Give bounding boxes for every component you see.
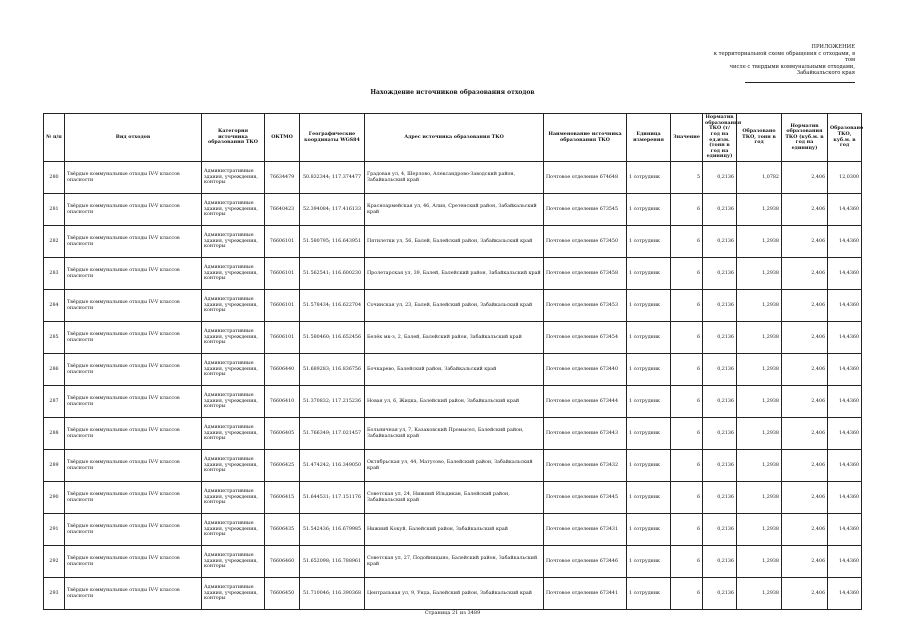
table-cell: Красноармейская ул, 46, Алия, Сретенский район, Забайкальский край	[365, 194, 544, 226]
table-cell: 2,406	[782, 578, 828, 610]
table-cell: Пролетарская ул, 39, Балей, Балейский район, Забайкальский край	[365, 258, 544, 290]
table-cell: Почтовое отделение 673432	[544, 450, 627, 482]
table-cell: 2,406	[782, 226, 828, 258]
table-row	[44, 290, 862, 322]
table-cell: 292	[44, 546, 65, 578]
table-cell: Административные здания, учреждения, конторы	[202, 482, 265, 514]
table-cell: Нижний Кокуй, Балейский район, Забайкальский край	[365, 514, 544, 546]
table-cell: Твёрдые коммунальные отходы IV-V классов опасности	[65, 482, 202, 514]
table-cell: Административные здания, учреждения, конторы	[202, 194, 265, 226]
table-cell: 76606101	[265, 290, 300, 322]
table-cell: 1,2938	[737, 514, 782, 546]
table-cell: 51.652098; 116.788961	[300, 546, 365, 578]
table-row	[44, 546, 862, 578]
table-cell: 51.578434; 116.622704	[300, 290, 365, 322]
table-cell: Советская ул, 27, Подойницыно, Балейский район, Забайкальский край	[365, 546, 544, 578]
table-cell: 281	[44, 194, 65, 226]
table-cell: 14,4360	[828, 354, 862, 386]
table-cell: 14,4360	[828, 578, 862, 610]
table-cell: 0,2136	[703, 194, 737, 226]
table-cell: 51.474242; 116.349050	[300, 450, 365, 482]
table-cell: Почтовое отделение 673454	[544, 322, 627, 354]
table-cell: Бочкарево, Балейский район, Забайкальский край	[365, 354, 544, 386]
table-cell: 1,2938	[737, 578, 782, 610]
table-cell: 1,2938	[737, 546, 782, 578]
table-cell: 6	[671, 226, 703, 258]
column-header: Вид отходов	[65, 114, 202, 162]
table-cell: Почтовое отделение 674648	[544, 162, 627, 194]
column-header: ОКТМО	[265, 114, 300, 162]
table-cell: 1,2938	[737, 290, 782, 322]
table-cell: 0,2136	[703, 418, 737, 450]
table-cell: Почтовое отделение 673446	[544, 546, 627, 578]
table-cell: 6	[671, 194, 703, 226]
document-title: Нахождение источников образования отходов	[370, 89, 535, 96]
table-cell: 1 сотрудник	[627, 450, 671, 482]
table-cell: 1 сотрудник	[627, 290, 671, 322]
table-cell: 0,2136	[703, 290, 737, 322]
column-header: Образовано ТКО, куб.м. в год	[828, 114, 862, 162]
table-cell: 1,2938	[737, 450, 782, 482]
table-cell: 1,2938	[737, 226, 782, 258]
table-cell: 76606101	[265, 226, 300, 258]
table-cell: 76606460	[265, 546, 300, 578]
table-cell: 1 сотрудник	[627, 514, 671, 546]
table-cell: Административные здания, учреждения, конторы	[202, 578, 265, 610]
table-cell: 51.370832; 117.215236	[300, 386, 365, 418]
table-row	[44, 226, 862, 258]
table-cell: Административные здания, учреждения, конторы	[202, 450, 265, 482]
table-cell: 293	[44, 578, 65, 610]
table-cell: Административные здания, учреждения, конторы	[202, 258, 265, 290]
table-cell: 6	[671, 322, 703, 354]
table-cell: 14,4360	[828, 514, 862, 546]
table-cell: 280	[44, 162, 65, 194]
table-cell: 1 сотрудник	[627, 258, 671, 290]
table-cell: 76606405	[265, 418, 300, 450]
signature-rule	[745, 82, 855, 83]
table-cell: 51.580460; 116.652456	[300, 322, 365, 354]
table-cell: 6	[671, 578, 703, 610]
page-number: Страница 21 из 3489	[424, 610, 481, 616]
table-row	[44, 258, 862, 290]
table-cell: 1 сотрудник	[627, 482, 671, 514]
table-cell: 0,2136	[703, 514, 737, 546]
table-cell: 0,2136	[703, 258, 737, 290]
table-cell: 0,2136	[703, 386, 737, 418]
table-cell: 286	[44, 354, 65, 386]
table-cell: Градовая ул, 4, Шерлово, Александрово-Заводский район, Забайкальский край	[365, 162, 544, 194]
table-cell: 291	[44, 514, 65, 546]
table-cell: 2,406	[782, 514, 828, 546]
table-cell: Почтовое отделение 673453	[544, 290, 627, 322]
table-cell: 1 сотрудник	[627, 546, 671, 578]
table-cell: 76640423	[265, 194, 300, 226]
table-cell: 14,4360	[828, 386, 862, 418]
table-cell: Почтовое отделение 673445	[544, 482, 627, 514]
table-cell: Октябрьская ул, 44, Матусово, Балейский район, Забайкальский край	[365, 450, 544, 482]
table-cell: 2,406	[782, 482, 828, 514]
table-cell: 52.394084; 117.416133	[300, 194, 365, 226]
table-cell: 14,4360	[828, 194, 862, 226]
column-header: Категория источника образования ТКО	[202, 114, 265, 162]
table-cell: 0,2136	[703, 226, 737, 258]
table-cell: 1,2938	[737, 194, 782, 226]
table-cell: Твёрдые коммунальные отходы IV-V классов опасности	[65, 290, 202, 322]
table-cell: 1,2938	[737, 354, 782, 386]
table-cell: 76606440	[265, 354, 300, 386]
table-cell: Твёрдые коммунальные отходы IV-V классов опасности	[65, 354, 202, 386]
table-cell: 1 сотрудник	[627, 578, 671, 610]
table-cell: Твёрдые коммунальные отходы IV-V классов опасности	[65, 226, 202, 258]
table-cell: 0,2136	[703, 578, 737, 610]
table-cell: 1 сотрудник	[627, 354, 671, 386]
table-cell: Твёрдые коммунальные отходы IV-V классов опасности	[65, 258, 202, 290]
table-cell: 76606435	[265, 514, 300, 546]
table-cell: Твёрдые коммунальные отходы IV-V классов опасности	[65, 194, 202, 226]
table-row	[44, 322, 862, 354]
table-cell: Твёрдые коммунальные отходы IV-V классов опасности	[65, 546, 202, 578]
table-cell: 76606450	[265, 578, 300, 610]
table-cell: 6	[671, 386, 703, 418]
table-cell: Твёрдые коммунальные отходы IV-V классов опасности	[65, 162, 202, 194]
table-cell: 1 сотрудник	[627, 226, 671, 258]
table-cell: Твёрдые коммунальные отходы IV-V классов опасности	[65, 322, 202, 354]
table-cell: Административные здания, учреждения, конторы	[202, 162, 265, 194]
table-cell: Административные здания, учреждения, конторы	[202, 514, 265, 546]
table-cell: 14,4360	[828, 258, 862, 290]
table-cell: Новая ул, 6, Жидка, Балейский район, Забайкальский край	[365, 386, 544, 418]
table-cell: 12,0300	[828, 162, 862, 194]
table-cell: 290	[44, 482, 65, 514]
appendix-note-line: числе с твердыми коммунальными отходами,	[729, 63, 855, 70]
table-cell: 1 сотрудник	[627, 162, 671, 194]
table-cell: Твёрдые коммунальные отходы IV-V классов опасности	[65, 450, 202, 482]
table-cell: 5	[671, 162, 703, 194]
table-cell: 2,406	[782, 258, 828, 290]
table-cell: 2,406	[782, 322, 828, 354]
table-row	[44, 354, 862, 386]
table-row	[44, 194, 862, 226]
table-cell: Почтовое отделение 673458	[544, 258, 627, 290]
table-row	[44, 386, 862, 418]
table-cell: 51.710046; 116.390368	[300, 578, 365, 610]
table-cell: 6	[671, 418, 703, 450]
table-row	[44, 162, 862, 194]
table-cell: Почтовое отделение 673431	[544, 514, 627, 546]
table-cell: 1,0782	[737, 162, 782, 194]
table-row	[44, 482, 862, 514]
table-cell: 0,2136	[703, 322, 737, 354]
table-cell: 0,2136	[703, 482, 737, 514]
appendix-note-line: ПРИЛОЖЕНИЕ	[811, 44, 855, 50]
column-header: № п/п	[44, 114, 65, 162]
table-cell: 282	[44, 226, 65, 258]
table-cell: 6	[671, 450, 703, 482]
table-cell: 2,406	[782, 418, 828, 450]
table-cell: 1 сотрудник	[627, 386, 671, 418]
table-cell: 0,2136	[703, 354, 737, 386]
table-cell: 2,406	[782, 450, 828, 482]
table-cell: 76606101	[265, 322, 300, 354]
table-cell: 51.766349; 117.021457	[300, 418, 365, 450]
table-cell: 1,2938	[737, 386, 782, 418]
table-cell: 14,4360	[828, 546, 862, 578]
table-cell: 50.832344; 117.374477	[300, 162, 365, 194]
table-cell: 2,406	[782, 290, 828, 322]
table-cell: Почтовое отделение 673450	[544, 226, 627, 258]
table-cell: Почтовое отделение 673545	[544, 194, 627, 226]
table-cell: 1,2938	[737, 418, 782, 450]
table-cell: 2,406	[782, 354, 828, 386]
table-cell: 1,2938	[737, 322, 782, 354]
table-cell: Административные здания, учреждения, конторы	[202, 226, 265, 258]
table-cell: 0,2136	[703, 546, 737, 578]
table-cell: 14,4360	[828, 418, 862, 450]
table-cell: Советская ул, 24, Нижний Ильдикан, Балейский район, Забайкальский край	[365, 482, 544, 514]
table-cell: 0,2136	[703, 162, 737, 194]
table-cell: 51.562541; 116.600230	[300, 258, 365, 290]
table-cell: 14,4360	[828, 226, 862, 258]
table-cell: 2,406	[782, 194, 828, 226]
table-cell: Твёрдые коммунальные отходы IV-V классов опасности	[65, 386, 202, 418]
table-cell: 288	[44, 418, 65, 450]
table-cell: Пятилетки ул, 56, Балей, Балейский район, Забайкальский край	[365, 226, 544, 258]
table-cell: Административные здания, учреждения, конторы	[202, 290, 265, 322]
table-row	[44, 450, 862, 482]
table-cell: 0,2136	[703, 450, 737, 482]
table-cell: Административные здания, учреждения, конторы	[202, 354, 265, 386]
table-cell: Больничная ул, 7, Казаковский Промысел, Балейский район, Забайкальский край	[365, 418, 544, 450]
table-cell: 1 сотрудник	[627, 194, 671, 226]
column-header: Единица измерения	[627, 114, 671, 162]
table-cell: 1,2938	[737, 482, 782, 514]
column-header: Образовано ТКО, тонн в год	[737, 114, 782, 162]
column-header: Географические координаты WGS84	[300, 114, 365, 162]
table-cell: Твёрдые коммунальные отходы IV-V классов опасности	[65, 514, 202, 546]
table-cell: 14,4360	[828, 482, 862, 514]
table-body	[44, 162, 862, 610]
column-header: Норматив образования ТКО (куб.м. в год на единицу)	[782, 114, 828, 162]
table-cell: 6	[671, 258, 703, 290]
table-cell: 285	[44, 322, 65, 354]
table-cell: Административные здания, учреждения, конторы	[202, 546, 265, 578]
table-cell: 51.542436; 116.679985	[300, 514, 365, 546]
table-cell: 76606101	[265, 258, 300, 290]
table-cell: 2,406	[782, 546, 828, 578]
table-cell: 76606425	[265, 450, 300, 482]
table-cell: Почтовое отделение 673443	[544, 418, 627, 450]
table-cell: 284	[44, 290, 65, 322]
table-cell: 2,406	[782, 162, 828, 194]
table-cell: Центральная ул, 9, Ундa, Балейский район, Забайкальский край	[365, 578, 544, 610]
table-cell: 76606415	[265, 482, 300, 514]
table-cell: Административные здания, учреждения, конторы	[202, 322, 265, 354]
table-cell: 76634479	[265, 162, 300, 194]
table-cell: 287	[44, 386, 65, 418]
appendix-note-line: Забайкальского края	[796, 70, 855, 77]
appendix-note	[705, 44, 855, 77]
table-cell: Сочинская ул, 23, Балей, Балейский район, Забайкальский край	[365, 290, 544, 322]
column-header: Значение	[671, 114, 703, 162]
table-row	[44, 578, 862, 610]
table-cell: Почтовое отделение 673440	[544, 354, 627, 386]
table-cell: Почтовое отделение 673441	[544, 578, 627, 610]
table-cell: Твёрдые коммунальные отходы IV-V классов опасности	[65, 418, 202, 450]
table-cell: 14,4360	[828, 450, 862, 482]
table-cell: Административные здания, учреждения, конторы	[202, 418, 265, 450]
table-cell: 289	[44, 450, 65, 482]
table-cell: 51.689283; 116.836756	[300, 354, 365, 386]
table-cell: 6	[671, 482, 703, 514]
table-row	[44, 418, 862, 450]
column-header: Адрес источника образования ТКО	[365, 114, 544, 162]
table-cell: Твёрдые коммунальные отходы IV-V классов опасности	[65, 578, 202, 610]
table-cell: 51.644531; 117.151176	[300, 482, 365, 514]
table-cell: Почтовое отделение 673444	[544, 386, 627, 418]
table-cell: 51.580795; 116.643951	[300, 226, 365, 258]
column-header: Наименование источника образования ТКО	[544, 114, 627, 162]
table-cell: 1 сотрудник	[627, 418, 671, 450]
table-cell: 6	[671, 290, 703, 322]
table-cell: 2,406	[782, 386, 828, 418]
sources-table	[43, 113, 862, 610]
column-header: Норматив образования ТКО (т/год на ед.изм. (тонн в год на единицу)	[703, 114, 737, 162]
table-cell: Административные здания, учреждения, конторы	[202, 386, 265, 418]
table-cell: 14,4360	[828, 290, 862, 322]
table-cell: 1 сотрудник	[627, 322, 671, 354]
appendix-note-line: к территориальной схеме обращения с отходами, в том	[713, 50, 855, 64]
table-cell: 14,4360	[828, 322, 862, 354]
table-cell: 283	[44, 258, 65, 290]
table-cell: 1,2938	[737, 258, 782, 290]
table-cell: 6	[671, 514, 703, 546]
table-cell: Белёк мк-з, 2, Балей, Балейский район, Забайкальский край	[365, 322, 544, 354]
table-cell: 6	[671, 546, 703, 578]
table-cell: 6	[671, 354, 703, 386]
table-row	[44, 514, 862, 546]
table-cell: 76606410	[265, 386, 300, 418]
table-header-row	[44, 114, 862, 162]
